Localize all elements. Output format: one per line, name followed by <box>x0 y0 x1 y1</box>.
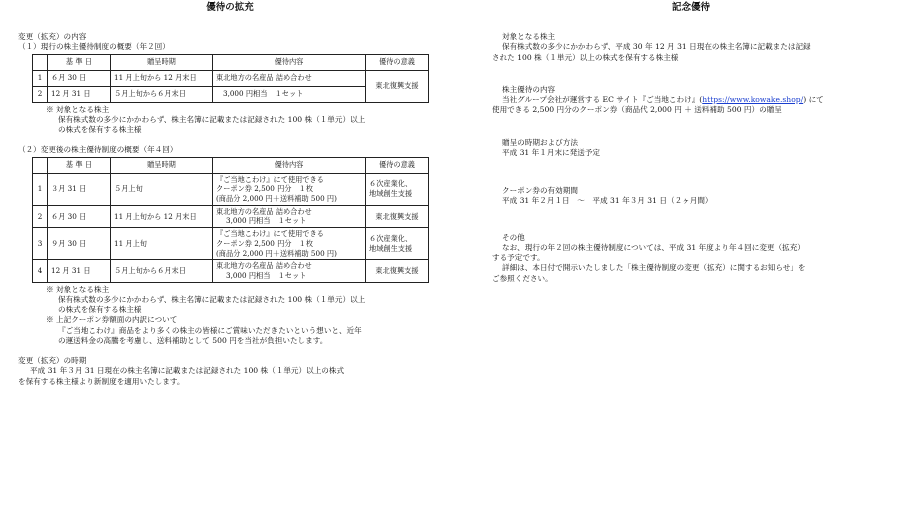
timing-heading: 変更（拡充）の時期 <box>18 356 87 366</box>
validity-heading: クーポン券の有効期間 <box>502 186 578 195</box>
col-header: 優待内容 <box>213 157 366 173</box>
current-plan-table <box>32 54 429 103</box>
note: ※ 対象となる株主 <box>46 104 110 114</box>
change-heading: 変更（拡充）の内容 <box>18 32 87 41</box>
note: の運送料金の高騰を考慮し、送料補助として 500 円を当社が負担いたします。 <box>58 335 328 345</box>
left-column <box>18 22 440 387</box>
col-header: 贈呈時期 <box>111 157 213 173</box>
content-heading: 株主優待の内容 <box>502 84 556 94</box>
right-column <box>492 22 907 284</box>
note: 保有株式数の多少にかかわらず、株主名簿に記載または記録された 100 株（１単元）以上 <box>58 114 366 124</box>
table-header-row <box>33 54 429 70</box>
col-header: 基 準 日 <box>48 157 111 173</box>
new-plan-table <box>32 157 429 283</box>
other-text: なお、現行の年２回の株主優待制度については、平成 31 年度より年４回に変更（拡充） <box>502 242 805 252</box>
validity-text: 平成 31 年２月１日 ～ 平成 31 年３月 31 日（２ヶ月間） <box>502 196 713 206</box>
content-text: 当社グループ会社が運営する EC サイト『ご当地こわけ』(https://www.kowake.shop/) にて <box>502 95 824 104</box>
left-page-title: 優待の拡充 <box>206 2 254 13</box>
delivery-heading: 贈呈の時期および方法 <box>502 137 578 147</box>
target-heading: 対象となる株主 <box>502 32 556 41</box>
new-plan-title: （２）変更後の株主優待制度の概要（年４回） <box>18 145 178 155</box>
note: の株式を保有する株主様 <box>58 125 142 134</box>
note: の株式を保有する株主様 <box>58 305 142 315</box>
other-heading: その他 <box>502 232 525 242</box>
table-row: 1 ３月 31 日 ５月上旬 『ご当地こわけ』にて使用できる クーポン券 2,500 円分 １枚 (商品分 2,000 円＋送料補助 500 円) ６次産業化、 地域創生支援 <box>33 173 429 205</box>
col-header: 贈呈時期 <box>111 54 213 70</box>
right-page-title: 記念優待 <box>671 2 710 13</box>
col-header: 優待の意義 <box>366 157 429 173</box>
other-text: 詳細は、本日付で開示いたしました「株主優待制度の変更（拡充）に関するお知らせ」を <box>502 263 806 273</box>
note: 保有株式数の多少にかかわらず、株主名簿に記載または記録された 100 株（１単元）以上 <box>58 294 366 304</box>
table-row: 2 ６月 30 日 11 月上旬から 12 月末日 東北地方の名産品 詰め合わせ 3,000 円相当 １セット 東北復興支援 <box>33 205 429 227</box>
other-text: ご参照ください。 <box>492 273 553 283</box>
table-row: 3 ９月 30 日 11 月上旬 『ご当地こわけ』にて使用できる クーポン券 2,500 円分 １枚 (商品分 2,000 円＋送料補助 500 円) ６次産業化、 地域創生支援 <box>33 228 429 260</box>
col-header: 優待の意義 <box>366 54 429 70</box>
content-text: 使用できる 2,500 円分のクーポン券（商品代 2,000 円 ＋ 送料補助 500 円）の贈呈 <box>492 105 782 115</box>
other-text: する予定です。 <box>492 253 545 262</box>
delivery-text: 平成 31 年１月末に発送予定 <box>502 147 601 157</box>
target-text: 保有株式数の多少にかかわらず、平成 30 年 12 月 31 日現在の株主名簿に記載または記録 <box>502 42 811 52</box>
table-row: 2 12 月 31 日 ５月上旬から６月末日 3,000 円相当 １セット <box>33 86 429 102</box>
table-row: 1 ６月 30 日 11 月上旬から 12 月末日 東北地方の名産品 詰め合わせ 東北復興支援 <box>33 70 429 86</box>
col-header: 基 準 日 <box>48 54 111 70</box>
current-plan-title: （１）現行の株主優待制度の概要（年２回） <box>18 42 170 52</box>
ec-site-link[interactable]: https://www.kowake.shop/ <box>702 95 804 104</box>
timing-text: 平成 31 年３月 31 日現在の株主名簿に記載または記録された 100 株（１単元）以上の株式 <box>30 366 345 376</box>
table-header-row <box>33 157 429 173</box>
timing-text: を保有する株主様より新制度を適用いたします。 <box>18 376 185 386</box>
note: 『ご当地こわけ』商品をより多くの株主の皆様にご賞味いただきたいという想いと、近年 <box>58 325 362 335</box>
table-row: 4 12 月 31 日 ５月上旬から６月末日 東北地方の名産品 詰め合わせ 3,000 円相当 １セット 東北復興支援 <box>33 260 429 282</box>
col-header: 優待内容 <box>213 54 366 70</box>
note: ※ 対象となる株主 <box>46 284 110 294</box>
note: ※ 上記クーポン券額面の内訳について <box>46 315 178 325</box>
target-text: された 100 株（１単元）以上の株式を保有する株主様 <box>492 52 679 62</box>
